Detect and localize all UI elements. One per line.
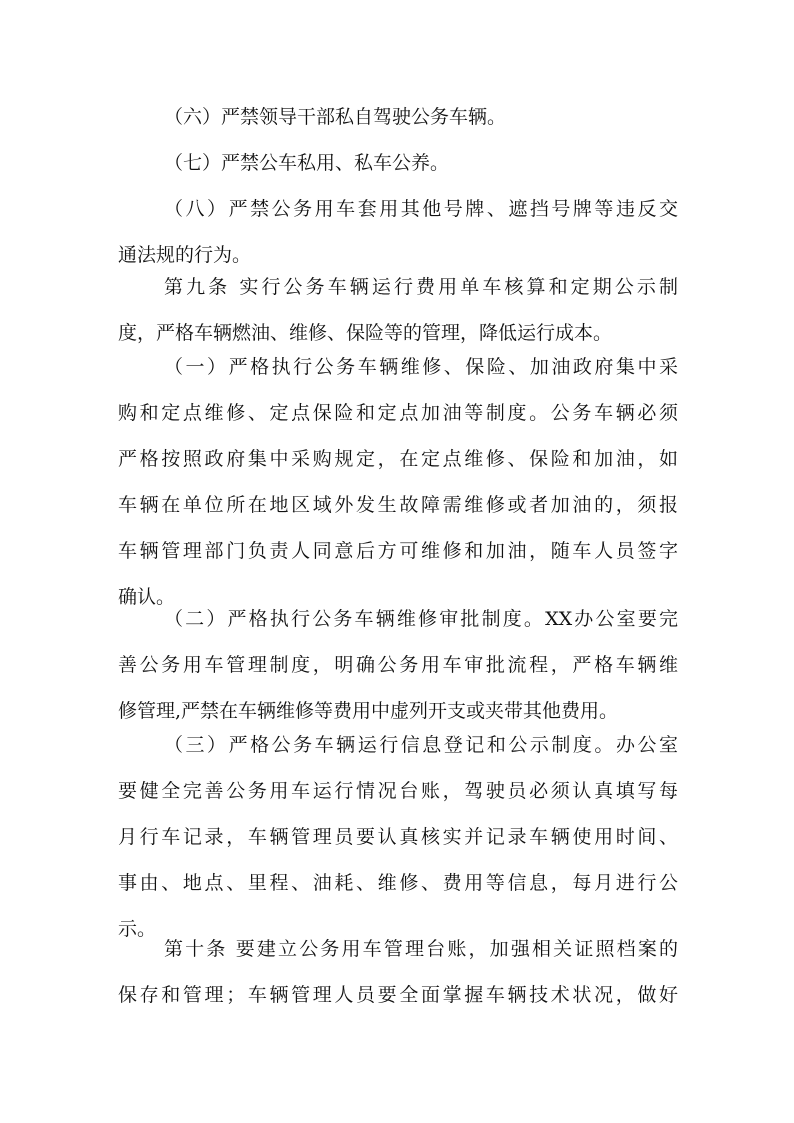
text-line: （二）严格执行公务车辆维修审批制度。XX办公室要完: [164, 608, 678, 630]
text-line: 车辆管理部门负责人同意后方可维修和加油，随车人员签字: [118, 540, 678, 562]
text-line: （六）严禁领导干部私自驾驶公务车辆。: [164, 106, 507, 128]
text-line: （七）严禁公车私用、私车公养。: [164, 152, 450, 174]
text-line: 通法规的行为。: [118, 244, 252, 266]
text-line: 第十条 要建立公务用车管理台账，加强相关证照档案的: [164, 938, 678, 960]
paragraph-sub-1: [118, 344, 678, 620]
text-line: 月行车记录，车辆管理员要认真核实并记录车辆使用时间、: [118, 826, 678, 848]
text-line: 保存和管理；车辆管理人员要全面掌握车辆技术状况，做好: [118, 984, 678, 1006]
text-line: 示。: [118, 918, 157, 940]
text-line: 事由、地点、里程、油耗、维修、费用等信息，每月进行公: [118, 872, 678, 894]
text-line: 度，严格车辆燃油、维修、保险等的管理，降低运行成本。: [118, 322, 613, 344]
paragraph-sub-3: [118, 722, 678, 952]
text-line: （八）严禁公务用车套用其他号牌、遮挡号牌等违反交: [164, 198, 678, 220]
text-line: 严格按照政府集中采购规定，在定点维修、保险和加油，如: [118, 448, 678, 470]
paragraph-sub-2: [118, 596, 678, 734]
paragraph-item-6: [118, 94, 678, 140]
paragraph-article-10: [118, 926, 678, 1018]
text-line: 修管理,严禁在车辆维修等费用中虚列开支或夹带其他费用。: [118, 700, 619, 722]
text-line: （三）严格公务车辆运行信息登记和公示制度。办公室: [164, 734, 678, 756]
paragraph-item-7: [118, 140, 678, 186]
text-line: 购和定点维修、定点保险和定点加油等制度。公务车辆必须: [118, 402, 678, 424]
text-line: 要健全完善公务用车运行情况台账，驾驶员必须认真填写每: [118, 780, 678, 802]
text-line: 车辆在单位所在地区域外发生故障需维修或者加油的，须报: [118, 494, 678, 516]
text-line: 善公务用车管理制度，明确公务用车审批流程，严格车辆维: [118, 654, 678, 676]
text-line: （一）严格执行公务车辆维修、保险、加油政府集中采: [164, 356, 678, 378]
text-line: 第九条 实行公务车辆运行费用单车核算和定期公示制: [164, 276, 678, 298]
text-line: 确认。: [118, 586, 176, 608]
paragraph-article-9: [118, 264, 678, 356]
